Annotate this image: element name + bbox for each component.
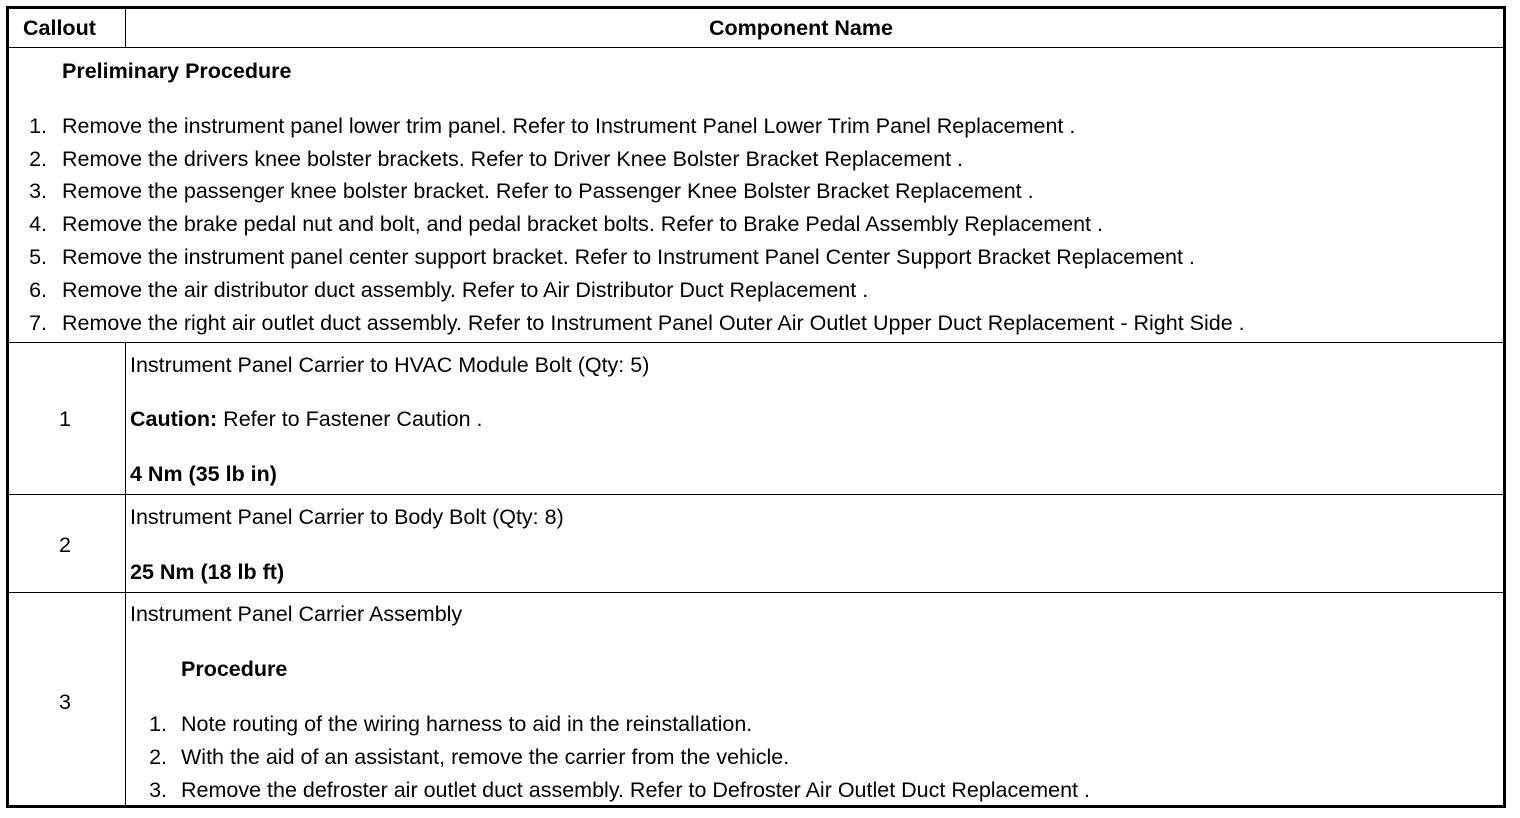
- procedure-step-text: Remove the defroster air outlet duct assembly. Refer to Defroster Air Outlet Duct Replacement .: [181, 778, 1090, 802]
- prelim-step-text: Remove the passenger knee bolster bracket. Refer to Passenger Knee Bolster Bracket Replacement .: [62, 179, 1034, 203]
- torque-spec: 4 Nm (35 lb in): [130, 462, 277, 486]
- row-divider-1: [9, 342, 1503, 343]
- column-divider-rows: [125, 342, 126, 808]
- caution-text: Refer to Fastener Caution .: [217, 407, 483, 431]
- component-name: Instrument Panel Carrier to HVAC Module Bolt (Qty: 5): [130, 353, 650, 377]
- row-divider-2: [9, 494, 1503, 495]
- column-divider-header: [125, 9, 126, 47]
- row-divider-3: [9, 592, 1503, 593]
- prelim-step-text: Remove the brake pedal nut and bolt, and pedal bracket bolts. Refer to Brake Pedal Assembly Replacement .: [62, 212, 1103, 236]
- prelim-step-number: 7.: [29, 311, 47, 335]
- header-callout: Callout: [23, 16, 96, 40]
- component-name: Instrument Panel Carrier to Body Bolt (Qty: 8): [130, 505, 564, 529]
- component-name: Instrument Panel Carrier Assembly: [130, 602, 463, 626]
- prelim-step-text: Remove the right air outlet duct assembly. Refer to Instrument Panel Outer Air Outlet Upper Duct Replacement - Right Side .: [62, 311, 1245, 335]
- preliminary-title: Preliminary Procedure: [62, 59, 292, 83]
- header-component-name: Component Name: [709, 16, 893, 40]
- prelim-step-number: 2.: [29, 147, 47, 171]
- prelim-step-text: Remove the drivers knee bolster brackets. Refer to Driver Knee Bolster Bracket Replacement .: [62, 147, 963, 171]
- procedure-table: [6, 6, 1506, 808]
- prelim-step-number: 6.: [29, 278, 47, 302]
- prelim-step-number: 1.: [29, 114, 47, 138]
- callout-number: 3: [59, 690, 71, 714]
- prelim-step-text: Remove the instrument panel lower trim panel. Refer to Instrument Panel Lower Trim Panel Replacement .: [62, 114, 1076, 138]
- procedure-title: Procedure: [181, 657, 288, 681]
- prelim-step-text: Remove the air distributor duct assembly. Refer to Air Distributor Duct Replacement .: [62, 278, 869, 302]
- procedure-step-number: 2.: [149, 745, 167, 769]
- prelim-step-number: 4.: [29, 212, 47, 236]
- procedure-step-text: With the aid of an assistant, remove the carrier from the vehicle.: [181, 745, 790, 769]
- procedure-step-number: 3.: [149, 778, 167, 802]
- header-divider: [9, 47, 1503, 48]
- callout-number: 1: [59, 407, 71, 431]
- caution-label: Caution:: [130, 407, 218, 431]
- prelim-step-text: Remove the instrument panel center support bracket. Refer to Instrument Panel Center Support Bracket Replacement .: [62, 245, 1195, 269]
- prelim-step-number: 3.: [29, 179, 47, 203]
- caution-note: [130, 409, 482, 431]
- prelim-step-number: 5.: [29, 245, 47, 269]
- callout-number: 2: [59, 533, 71, 557]
- torque-spec: 25 Nm (18 lb ft): [130, 560, 285, 584]
- procedure-step-number: 1.: [149, 712, 167, 736]
- procedure-step-text: Note routing of the wiring harness to aid in the reinstallation.: [181, 712, 753, 736]
